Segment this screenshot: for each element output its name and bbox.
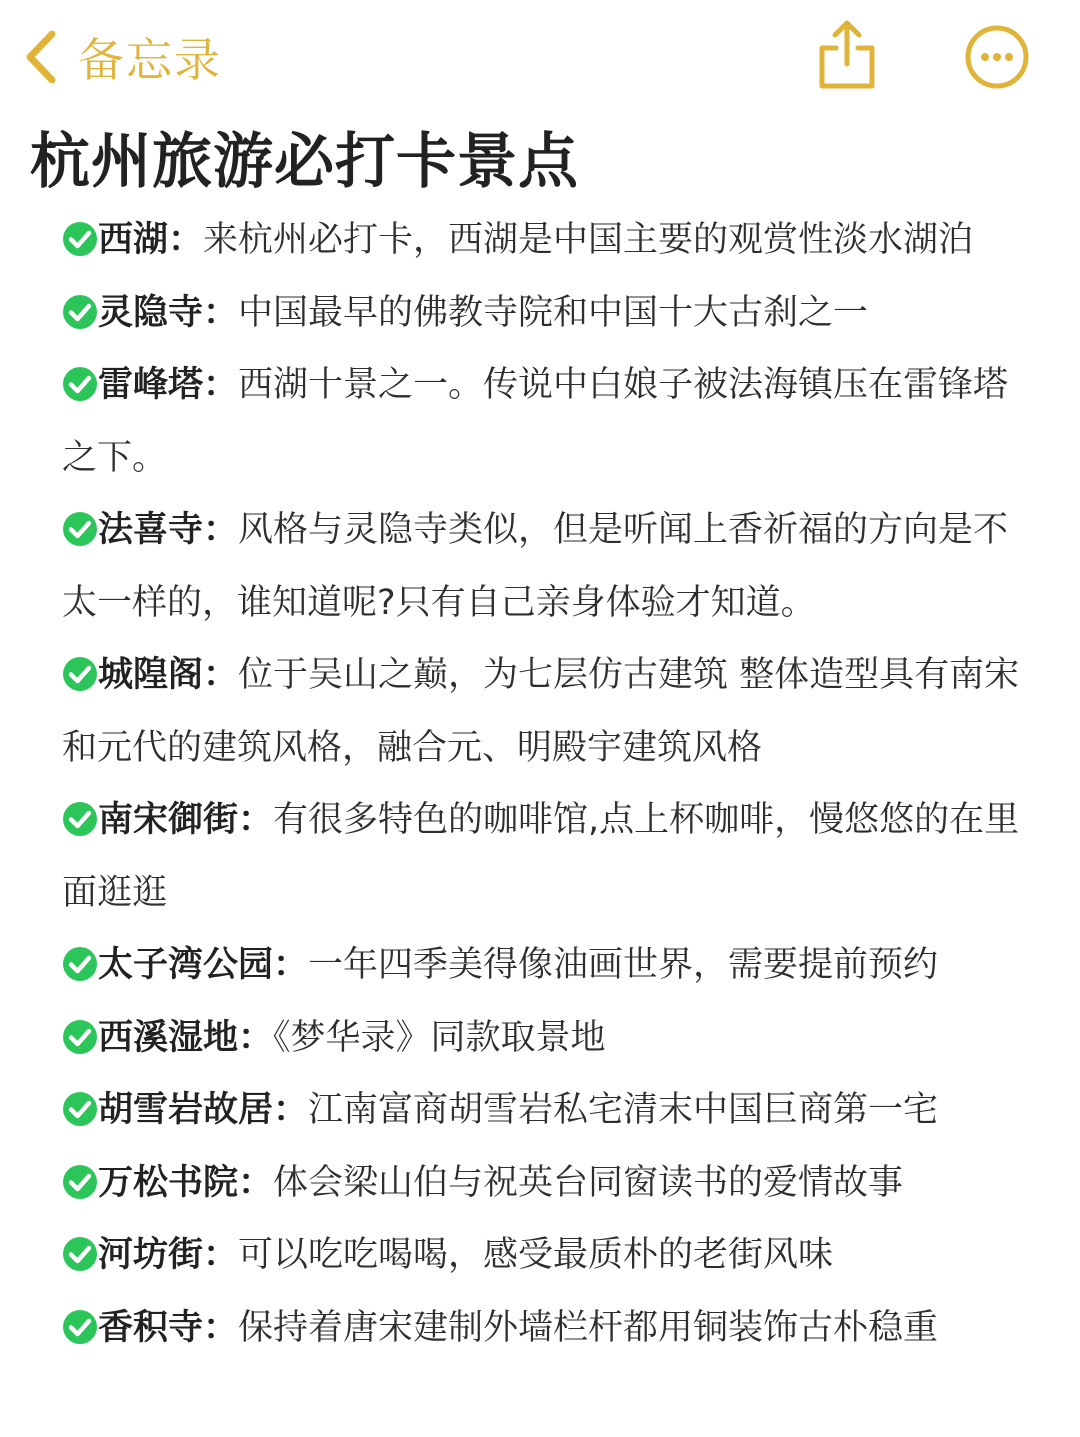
check-icon: [62, 1091, 98, 1127]
item-name: 雷峰塔：: [98, 365, 239, 405]
list-item: [62, 784, 1042, 929]
back-button[interactable]: [22, 22, 222, 92]
check-icon: [62, 1019, 98, 1055]
list-item: [62, 1002, 1042, 1075]
list-item: [62, 639, 1042, 784]
item-description: 一年四季美得像油画世界，需要提前预约: [308, 945, 939, 985]
list-item: [62, 277, 1042, 350]
list-item: [62, 349, 1042, 494]
list-item: [62, 1147, 1042, 1220]
list-item: [62, 929, 1042, 1002]
item-name: 万松书院：: [98, 1162, 274, 1203]
item-description: 来杭州必打卡，西湖是中国主要的观赏性淡水湖泊: [203, 220, 974, 260]
check-icon: [62, 946, 98, 982]
note-title: 杭州旅游必打卡景点: [30, 127, 579, 197]
note-list: [62, 204, 1042, 1364]
item-description: 可以吃吃喝喝，感受最质朴的老街风味: [238, 1235, 834, 1275]
item-name: 法喜寺：: [98, 510, 239, 550]
back-label: 备忘录: [78, 33, 222, 87]
item-description: 体会梁山伯与祝英台同窗读书的爱情故事: [273, 1162, 904, 1203]
check-icon: [62, 1236, 98, 1272]
item-name: 香积寺：: [98, 1307, 239, 1348]
share-icon: [814, 18, 880, 90]
item-description: 西湖十景之一。传说中白娘子被法海镇压在雷锋塔之下。: [62, 365, 1009, 478]
item-description: 江南富商胡雪岩私宅清末中国巨商第一宅: [308, 1090, 939, 1130]
more-icon: [964, 24, 1030, 90]
chevron-left-icon: [22, 28, 60, 86]
more-button[interactable]: [964, 24, 1030, 90]
check-icon: [62, 366, 98, 402]
item-name: 西湖：: [98, 220, 204, 260]
check-icon: [62, 656, 98, 692]
item-name: 南宋御街：: [98, 800, 274, 840]
item-name: 灵隐寺：: [98, 292, 239, 333]
item-name: 太子湾公园：: [98, 945, 309, 985]
item-description: 位于吴山之巅，为七层仿古建筑 整体造型具有南宋和元代的建筑风格，融合元、明殿宇建筑风格: [62, 655, 1020, 768]
check-icon: [62, 511, 98, 547]
check-icon: [62, 801, 98, 837]
navigation-bar: [0, 0, 1080, 112]
item-name: 胡雪岩故居：: [98, 1090, 309, 1130]
item-description: 中国最早的佛教寺院和中国十大古刹之一: [238, 292, 869, 333]
item-description: 《梦华录》同款取景地: [273, 1017, 606, 1058]
item-description: 保持着唐宋建制外墙栏杆都用铜装饰古朴稳重: [238, 1307, 939, 1348]
check-icon: [62, 1309, 98, 1345]
share-button[interactable]: [814, 18, 880, 90]
list-item: [62, 1219, 1042, 1292]
item-name: 西溪湿地：: [98, 1017, 274, 1058]
list-item: [62, 1074, 1042, 1147]
list-item: [62, 1292, 1042, 1365]
list-item: [62, 494, 1042, 639]
item-description: 有很多特色的咖啡馆,点上杯咖啡，慢悠悠的在里面逛逛: [62, 800, 1020, 913]
check-icon: [62, 221, 98, 257]
item-name: 河坊街：: [98, 1235, 239, 1275]
check-icon: [62, 294, 98, 330]
check-icon: [62, 1164, 98, 1200]
list-item: [62, 204, 1042, 277]
item-description: 风格与灵隐寺类似，但是听闻上香祈福的方向是不太一样的，谁知道呢?只有自己亲身体验才知道。: [62, 510, 1009, 623]
item-name: 城隍阁：: [98, 655, 239, 695]
